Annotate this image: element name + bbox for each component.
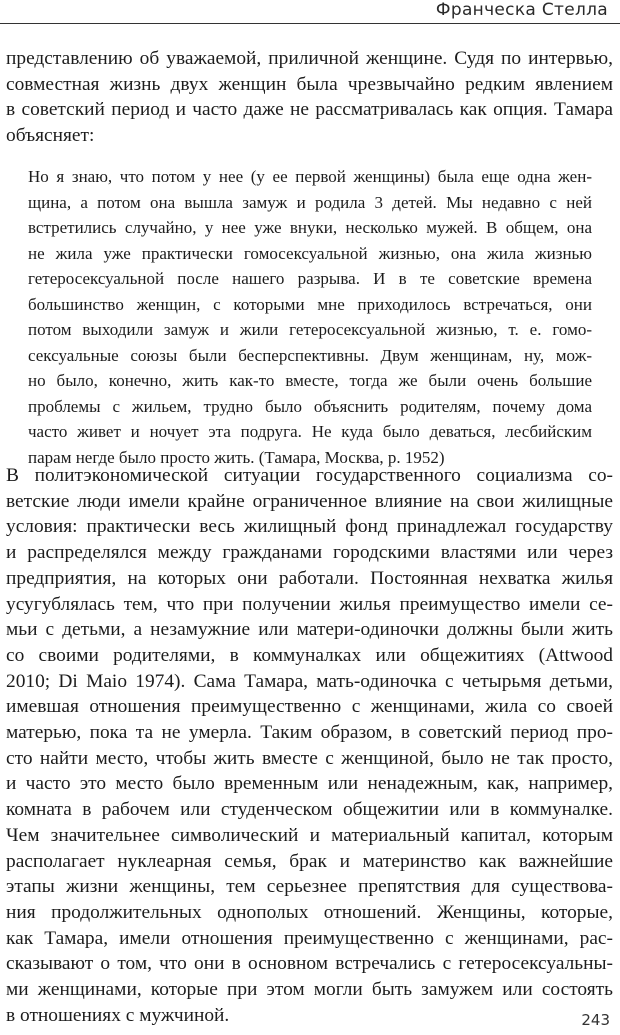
- quote-line: сексуальные союзы были бесперспективны. Двум женщинам, ну, мож-: [28, 345, 592, 365]
- quote-line: щина, а потом она вышла замуж и родила 3 детей. Мы недавно с ней: [28, 192, 592, 212]
- quote-line: не жила уже практически гомосексуальной жизнью, она жила жизнью: [28, 243, 592, 263]
- text-line: В политэкономической ситуации государственного социализма со-: [6, 465, 613, 486]
- text-line: в отношениях с мужчиной.: [6, 1004, 230, 1026]
- running-head: Франческа Стелла: [435, 0, 608, 20]
- text-line: усугублялась тем, что при получении жилья преимущество имели се-: [6, 593, 613, 615]
- text-line: и распределялся между гражданами городскими властями или через: [6, 542, 613, 564]
- text-line: ми женщинами, которые при этом могли быть замужем или состоять: [6, 979, 613, 1001]
- text-line: Чем значительнее символический и материальный капитал, которым: [6, 824, 613, 846]
- text-line: как Тамара, имели отношения преимущественно с женщинами, рас-: [6, 927, 613, 949]
- text-line: совместная жизнь двух женщин была чрезвычайно редким явлением: [6, 73, 613, 95]
- text-line: комната в рабочем или студенческом общежитии или в коммуналке.: [6, 799, 613, 821]
- header-rule: [0, 23, 620, 24]
- text-line: 2010; Di Maio 1974). Сама Тамара, мать-одиночка с четырьмя детьми,: [6, 670, 613, 692]
- text-line: представлению об уважаемой, приличной женщине. Судя по интервью,: [6, 48, 613, 69]
- quote-line: встретились случайно, у нее уже внуки, несколько мужей. В общем, она: [28, 218, 592, 237]
- text-line: сто найти место, чтобы жить вместе с женщиной, было не так просто,: [6, 747, 613, 769]
- quote-line: Но я знаю, что потом у нее (у ее первой женщины) была еще одна жен-: [28, 167, 592, 186]
- text-line: условия: практически весь жилищный фонд принадлежал государству: [6, 516, 613, 538]
- text-line: сказывают о том, что они в основном встречались с гетеросексуальны-: [6, 953, 613, 975]
- text-line: ветские люди имели крайне ограниченное влияние на свои жилищные: [6, 490, 613, 512]
- paragraph-1: [6, 46, 613, 149]
- quote-line: парам негде было просто жить. (Тамара, Москва, р. 1952): [28, 447, 445, 467]
- quote-line: гетеросексуальной после нашего разрыва. И в те советские времена: [28, 269, 592, 288]
- paragraph-2: [6, 463, 613, 1028]
- text-line: со своими родителями, в коммуналках или общежитиях (Attwood: [6, 644, 613, 666]
- quote-line: большинство женщин, с которыми мне приходилось встречаться, они: [28, 294, 592, 314]
- text-line: имевшая отношения преимущественно с женщинами, жила со своей: [6, 696, 613, 718]
- page-number: 243: [581, 1011, 610, 1029]
- quote-line: часто живет и ночует эта подруга. Не куда было деваться, лесбийским: [28, 422, 592, 441]
- text-line: объясняет:: [6, 125, 95, 147]
- quote-line: потом выходили замуж и жили гетеросексуальной жизнью, т. е. гомо-: [28, 320, 592, 339]
- text-line: в советский период и часто даже не рассматривалась как опция. Тамара: [6, 99, 613, 121]
- text-line: располагает нуклеарная семья, брак и материнство как важнейшие: [6, 850, 613, 872]
- quote-line: проблемы с жильем, трудно было объяснить родителям, почему дома: [28, 396, 592, 416]
- text-line: матерью, пока та не умерла. Таким образом, в советский период про-: [6, 722, 613, 744]
- text-line: этапы жизни женщины, тем серьезнее препятствия для существова-: [6, 876, 613, 898]
- text-line: ния продолжительных однополых отношений. Женщины, которые,: [6, 901, 613, 923]
- text-line: и часто это место было временным или ненадежным, как, например,: [6, 773, 613, 795]
- block-quote: [28, 164, 592, 470]
- quote-line: но было, конечно, жить как-то вместе, тогда же были очень большие: [28, 371, 592, 390]
- text-line: мьи с детьми, а незамужние или матери-одиночки должны были жить: [6, 619, 613, 641]
- text-line: предприятия, на которых они работали. Постоянная нехватка жилья: [6, 567, 613, 589]
